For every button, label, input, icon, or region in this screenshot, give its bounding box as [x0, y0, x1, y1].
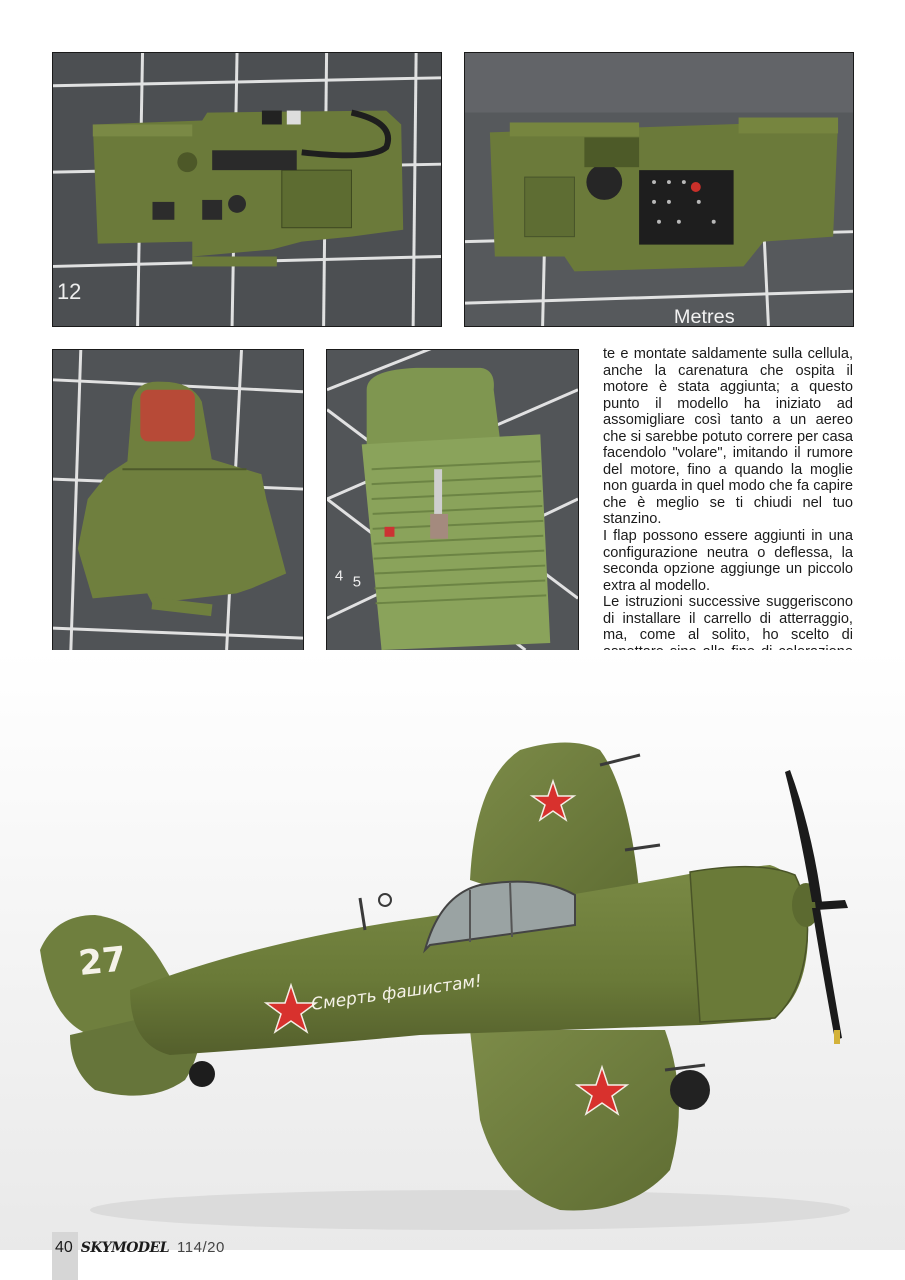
magazine-logo: SKYMODEL: [80, 1240, 170, 1256]
tail-number: 27: [76, 939, 129, 984]
article-paragraph: I flap possono essere aggiunti in una configurazione neutra o deflessa, la seconda opzione aggiunge un piccolo extra al modello.: [603, 528, 853, 594]
issue-number: 114/20: [177, 1239, 225, 1256]
mat-number-b: 5: [352, 574, 362, 591]
article-paragraph: te e montate saldamente sulla cellula, anche la carenatura che ospita il motore è stata aggiunta; a questo punto il modello ha iniziato ad assomigliare così tanto a un aereo che si sarebbe potuto correre per casa facendolo "volare", imitando il rumore del motore, fino a quando la moglie non guarda in quel modo che fa capire che è meglio se ti chiudi nel tuo stanzino.: [603, 346, 853, 528]
article-body: [603, 346, 853, 693]
page-number: 40: [55, 1239, 73, 1256]
fuselage-slogan: Смерть фашистам!: [309, 971, 484, 1015]
mat-label: Metres: [673, 306, 735, 326]
photo-cockpit-floor-stick: [326, 349, 579, 651]
mat-number-a: 4: [334, 568, 344, 585]
photo-bulkhead-headrest: [52, 349, 304, 651]
photo-cockpit-part-left: [52, 52, 442, 327]
article-paragraph: Le istruzioni successive suggeriscono di installare il carrello di atterraggio, ma, come al solito, ho scelto di: [603, 594, 853, 644]
photo-cockpit-part-right: [464, 52, 854, 327]
page-footer: [55, 1239, 225, 1261]
aircraft-model-photo: [0, 650, 905, 1250]
mat-number: 12: [56, 279, 82, 305]
